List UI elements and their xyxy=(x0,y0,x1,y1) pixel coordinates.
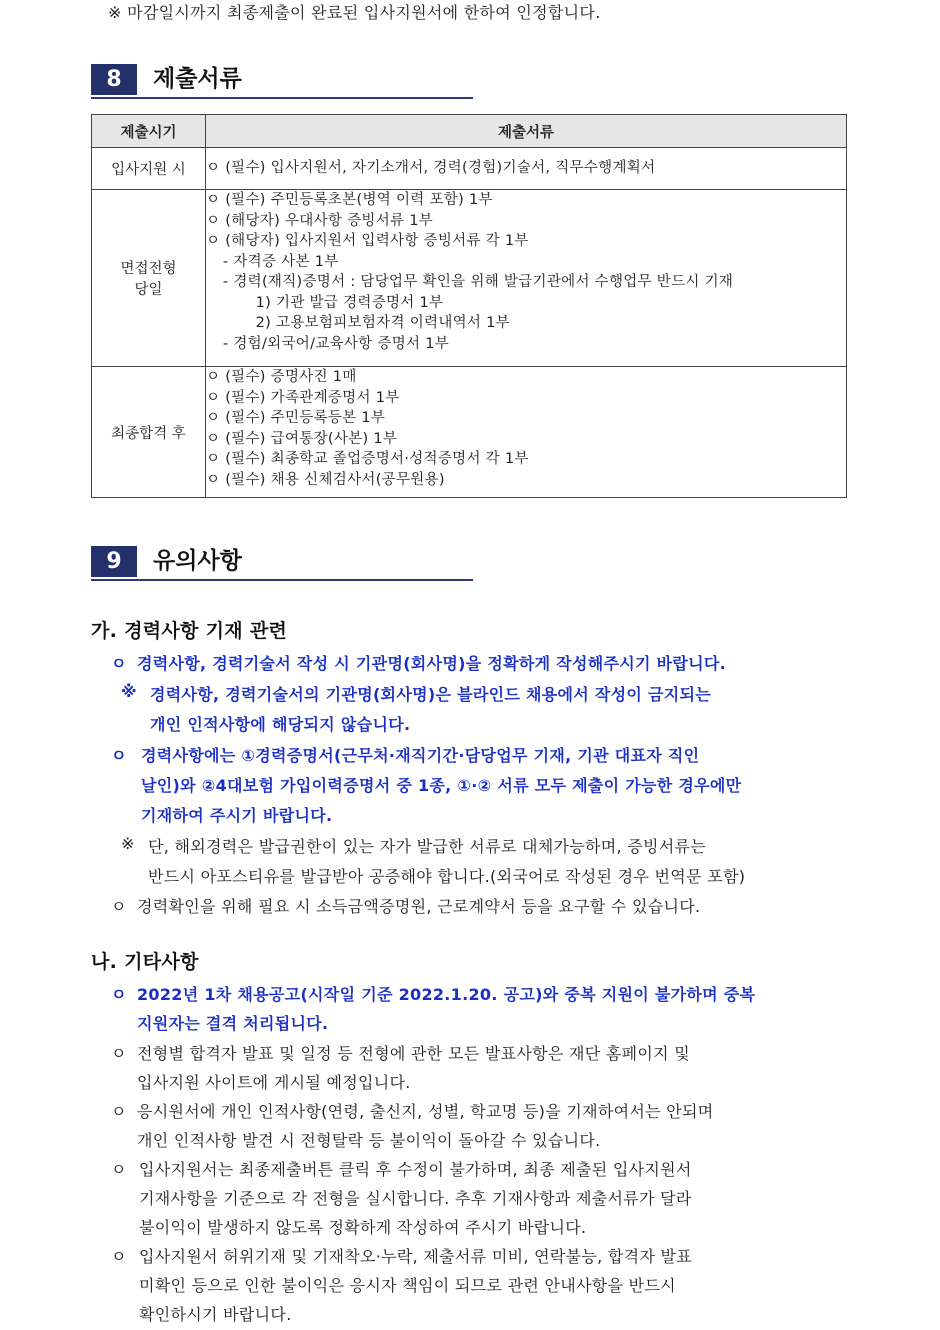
row-docs: ㅇ (필수) 증명사진 1매 ㅇ (필수) 가족관계증명서 1부 ㅇ (필수) 주민등록등본 1부 ㅇ (필수) 급여통장(사본) 1부 ㅇ (필수) 최종학교 졸업증명서·성적증명서 각 1부 ㅇ (필수) 채용 신체검사서(공무원용) xyxy=(206,367,847,498)
false-entry-note: 입사지원서 허위기재 및 기재착오·누락, 제출서류 미비, 연락불능, 합격자 발표 xyxy=(139,1247,693,1266)
section-9-title: 유의사항 xyxy=(153,548,242,574)
career-note-3-cont1: 날인)와 ②4대보험 가입이력증명서 중 1종, ①·② 서류 모두 제출이 가능한 경우에만 xyxy=(141,776,742,795)
section-9-number: 9 xyxy=(91,546,137,577)
section-8-number: 8 xyxy=(91,64,137,95)
section-9-header xyxy=(91,546,473,581)
overseas-note: 단, 해외경력은 발급권한이 있는 자가 발급한 서류로 대체가능하며, 증빙서류는 xyxy=(148,837,707,856)
header-docs: 제출서류 xyxy=(206,115,847,148)
table-row xyxy=(92,148,847,190)
announce-note-cont: 입사지원 사이트에 게시될 예정입니다. xyxy=(137,1073,411,1092)
bullet-mark: ㅇ xyxy=(111,1044,127,1063)
bullet-mark: ㅇ xyxy=(111,1160,127,1179)
personal-info-note-cont: 개인 인적사항 발견 시 전형탈락 등 불이익이 돌아갈 수 있습니다. xyxy=(137,1131,601,1150)
false-entry-note-cont1: 미확인 등으로 인한 불이익은 응시자 책임이 되므로 관련 안내사항을 반드시 xyxy=(139,1276,676,1295)
overseas-note-cont: 반드시 아포스티유를 발급받아 공증해야 합니다.(외국어로 작성된 경우 번역문 포함) xyxy=(148,867,746,886)
bullet-mark: ㅇ xyxy=(111,746,127,765)
row-when: 면접전형 당일 xyxy=(92,190,206,367)
asterisk-mark: ※ xyxy=(121,834,135,853)
career-note-2-cont: 개인 인적사항에 해당되지 않습니다. xyxy=(150,715,411,734)
row-docs: ㅇ (필수) 입사지원서, 자기소개서, 경력(경험)기술서, 직무수행계획서 xyxy=(206,148,847,190)
header-when: 제출시기 xyxy=(92,115,206,148)
subsection-a-title: 가. 경력사항 기재 관련 xyxy=(91,620,288,642)
section-8-header xyxy=(91,64,473,99)
career-verify-note: 경력확인을 위해 필요 시 소득금액증명원, 근로계약서 등을 요구할 수 있습니다. xyxy=(137,897,701,916)
career-note-2: 경력사항, 경력기술서의 기관명(회사명)은 블라인드 채용에서 작성이 금지되는 xyxy=(150,685,712,704)
deadline-note: ※ 마감일시까지 최종제출이 완료된 입사지원서에 한하여 인정합니다. xyxy=(108,3,601,22)
duplicate-note: 2022년 1차 채용공고(시작일 기준 2022.1.20. 공고)와 중복 지원이 불가하며 중복 xyxy=(137,985,756,1004)
career-note-1: 경력사항, 경력기술서 작성 시 기관명(회사명)을 정확하게 작성해주시기 바랍니다. xyxy=(137,654,727,673)
bullet-mark: ㅇ xyxy=(111,654,127,673)
bullet-mark: ㅇ xyxy=(111,897,127,916)
subsection-b-title: 나. 기타사항 xyxy=(91,951,199,973)
announce-note: 전형별 합격자 발표 및 일정 등 전형에 관한 모든 발표사항은 재단 홈페이지 및 xyxy=(137,1044,691,1063)
table-row xyxy=(92,367,847,498)
row-when: 최종합격 후 xyxy=(92,367,206,498)
section-8-title: 제출서류 xyxy=(153,66,242,92)
row-when: 입사지원 시 xyxy=(92,148,206,190)
career-note-3: 경력사항에는 ①경력증명서(근무처·재직기간·담당업무 기재, 기관 대표자 직인 xyxy=(141,746,700,765)
row-docs: ㅇ (필수) 주민등록초본(병역 이력 포함) 1부 ㅇ (해당자) 우대사항 증빙서류 1부 ㅇ (해당자) 입사지원서 입력사항 증빙서류 각 1부 - 자격증 사본 1부 - 경력(재직)증명서 : 담당업무 확인을 위해 발급기관에서 수행업무 반드시 기재 1) 기관 발급 경력증명서 1부 2) 고용보험피보험자격 이력내역서 1부 - 경험/외국어/교육사항 증명서 1부 xyxy=(206,190,847,367)
table-header-row xyxy=(92,115,847,148)
submit-note-cont1: 기재사항을 기준으로 각 전형을 실시합니다. 추후 기재사항과 제출서류가 달라 xyxy=(139,1189,692,1208)
personal-info-note: 응시원서에 개인 인적사항(연령, 출신지, 성별, 학교명 등)을 기재하여서는 안되며 xyxy=(137,1102,714,1121)
bullet-mark: ㅇ xyxy=(111,1102,127,1121)
duplicate-note-cont: 지원자는 결격 처리됩니다. xyxy=(137,1014,329,1033)
submit-note-cont2: 불이익이 발생하지 않도록 정확하게 작성하여 주시기 바랍니다. xyxy=(139,1218,587,1237)
career-note-3-cont2: 기재하여 주시기 바랍니다. xyxy=(141,806,333,825)
bullet-mark: ㅇ xyxy=(111,1247,127,1266)
submit-note: 입사지원서는 최종제출버튼 클릭 후 수정이 불가하며, 최종 제출된 입사지원서 xyxy=(139,1160,692,1179)
false-entry-note-cont2: 확인하시기 바랍니다. xyxy=(139,1305,292,1324)
documents-table xyxy=(91,114,847,498)
asterisk-mark: ※ xyxy=(121,682,137,701)
table-row xyxy=(92,190,847,367)
bullet-mark: ㅇ xyxy=(111,985,127,1004)
